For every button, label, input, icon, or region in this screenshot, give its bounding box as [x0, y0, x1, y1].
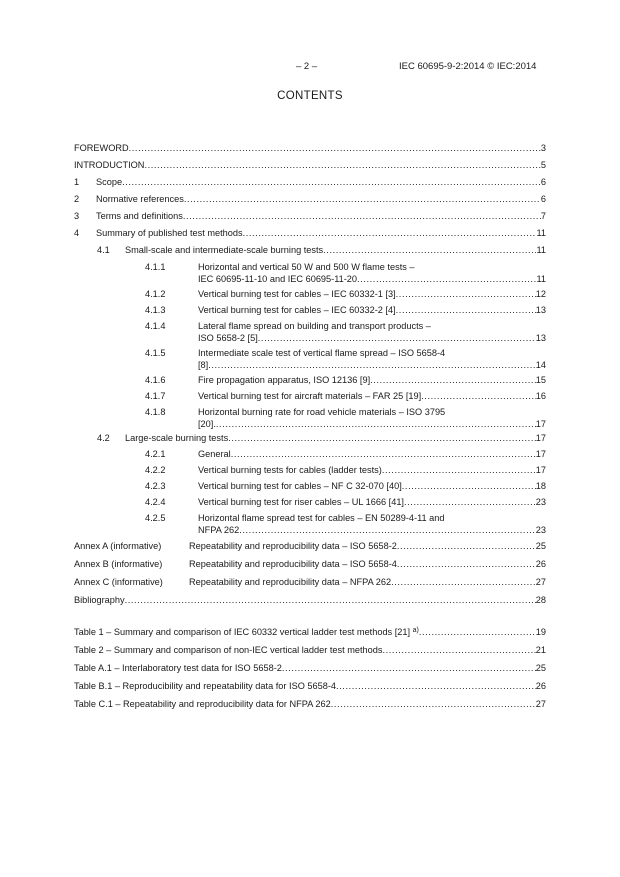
toc-entry-title: Terms and definitions	[96, 211, 183, 221]
toc-entry-page: 12	[535, 289, 546, 299]
toc-entry-title: Lateral flame spread on building and transport products –	[198, 321, 431, 331]
toc-entry-title: Intermediate scale test of vertical flame spread – ISO 5658-4	[198, 348, 446, 358]
toc-entry-number: 1	[74, 177, 80, 187]
toc-entry-title-cont: ISO 5658-2 [5]	[198, 333, 258, 343]
toc-entry-page: 18	[535, 481, 546, 491]
toc-entry-4-2[interactable]	[74, 432, 546, 444]
toc-entry-title: Repeatability and reproducibility data – ISO 5658-4	[189, 559, 397, 569]
toc-entry-title: General	[198, 449, 231, 459]
table-list-title: Table 2 – Summary and comparison of non-IEC vertical ladder test methods	[74, 645, 383, 655]
page-title: CONTENTS	[277, 90, 343, 102]
toc-entry-title-cont: [8]	[198, 360, 209, 370]
table-list-page: 26	[535, 681, 546, 691]
toc-entry-title: Horizontal burning rate for road vehicle materials – ISO 3795	[198, 407, 446, 417]
table-list-entry-table-a1[interactable]	[74, 662, 546, 674]
toc-entry-title: INTRODUCTION	[74, 160, 145, 170]
toc-entry-page: 25	[535, 541, 546, 551]
toc-entry-title: Horizontal flame spread test for cables – EN 50289-4-11 and	[198, 513, 445, 523]
toc-entry-number: 4.1.7	[145, 391, 166, 401]
toc-entry-4-1-2[interactable]	[74, 288, 546, 300]
toc-entry-title: Vertical burning test for cables – IEC 60332-1 [3]	[198, 289, 396, 299]
toc-entry-foreword[interactable]	[74, 142, 546, 154]
toc-entry-title: FOREWORD	[74, 143, 129, 153]
toc-entry-title: Vertical burning tests for cables (ladder tests)	[198, 465, 382, 475]
toc-entry-annex-a[interactable]	[74, 540, 546, 552]
toc-entry-4-1-8[interactable]	[74, 406, 546, 430]
toc-entry-4-2-3[interactable]	[74, 480, 546, 492]
toc-entry-title-cont: [20].	[198, 419, 216, 429]
toc-entry-number: 4.1.6	[145, 375, 166, 385]
toc-entry-number: 4.2.2	[145, 465, 166, 475]
toc-entry-title: Fire propagation apparatus, ISO 12136 [9]	[198, 375, 371, 385]
footnote-marker: a)	[412, 627, 419, 634]
toc-entry-number: 4.1.3	[145, 305, 166, 315]
toc-entry-page: 23	[535, 525, 546, 535]
toc-entry-title: Horizontal and vertical 50 W and 500 W flame tests –	[198, 262, 415, 272]
toc-entry-title: Bibliography	[74, 595, 125, 605]
toc-entry-number: 4.2	[97, 433, 110, 443]
toc-entry-page: 17	[535, 433, 546, 443]
toc-entry-title: Scope	[96, 177, 123, 187]
toc-entry-4-1-6[interactable]	[74, 374, 546, 386]
toc-entry-page: 11	[536, 274, 546, 284]
toc-entry-bibliography[interactable]	[74, 594, 546, 606]
toc-entry-number: 4.2.4	[145, 497, 166, 507]
toc-entry-number: 4.2.5	[145, 513, 166, 523]
toc-entry-page: 3	[540, 143, 546, 153]
toc-entry-number: 4.1.2	[145, 289, 166, 299]
toc-entry-number: Annex C (informative)	[74, 577, 163, 587]
toc-entry-title: Vertical burning test for riser cables – UL 1666 [41]	[198, 497, 404, 507]
toc-entry-number: 4.2.3	[145, 481, 166, 491]
toc-entry-title: Vertical burning test for cables – IEC 60332-2 [4]	[198, 305, 396, 315]
table-list-page: 21	[535, 645, 546, 655]
toc-entry-4-1[interactable]	[74, 244, 546, 256]
toc-entry-title: Vertical burning test for aircraft materials – FAR 25 [19]	[198, 391, 422, 401]
toc-entry-title: Summary of published test methods	[96, 228, 243, 238]
toc-entry-number: 2	[74, 194, 80, 204]
toc-entry-4-1-3[interactable]	[74, 304, 546, 316]
toc-entry-page: 13	[535, 333, 546, 343]
toc-entry-title-cont: IEC 60695-11-10 and IEC 60695-11-20	[198, 274, 358, 284]
toc-entry-number: 4.1	[97, 245, 110, 255]
toc-entry-number: 4.1.5	[145, 348, 166, 358]
toc-entry-annex-c[interactable]	[74, 576, 546, 588]
standard-reference: IEC 60695-9-2:2014 © IEC:2014	[399, 61, 537, 72]
toc-entry-title: Repeatability and reproducibility data – ISO 5658-2	[189, 541, 397, 551]
toc-entry-introduction[interactable]	[74, 159, 546, 171]
table-list-page: 19	[535, 627, 546, 637]
toc-entry-annex-b[interactable]	[74, 558, 546, 570]
toc-entry-page: 11	[536, 245, 546, 255]
toc-entry-number: 4.1.4	[145, 321, 166, 331]
table-list-title: Table A.1 – Interlaboratory test data for ISO 5658-2	[74, 663, 282, 673]
toc-entry-title: Vertical burning test for cables – NF C 32-070 [40]	[198, 481, 402, 491]
toc-entry-4-1-5[interactable]	[74, 347, 546, 371]
toc-entry-page: 5	[540, 160, 546, 170]
toc-entry-page: 11	[536, 228, 546, 238]
table-list-entry-table-1[interactable]	[74, 626, 546, 638]
toc-entry-page: 27	[535, 577, 546, 587]
toc-entry-page: 28	[535, 595, 546, 605]
toc-entry-title: Repeatability and reproducibility data – NFPA 262	[189, 577, 392, 587]
toc-entry-scope[interactable]	[74, 176, 546, 188]
toc-entry-page: 17	[535, 419, 546, 429]
toc-entry-4-2-2[interactable]	[74, 464, 546, 476]
toc-entry-page: 17	[535, 465, 546, 475]
toc-entry-number: 4.2.1	[145, 449, 166, 459]
toc-entry-page: 16	[535, 391, 546, 401]
toc-entry-title-cont: NFPA 262	[198, 525, 240, 535]
toc-entry-title: Large-scale burning tests	[125, 433, 229, 443]
toc-entry-page: 23	[535, 497, 546, 507]
toc-entry-page: 13	[535, 305, 546, 315]
toc-entry-4-1-1[interactable]	[74, 261, 546, 285]
toc-entry-normative-references[interactable]	[74, 193, 546, 205]
toc-entry-title: Small-scale and intermediate-scale burning tests	[125, 245, 324, 255]
toc-entry-page: 15	[535, 375, 546, 385]
toc-entry-4-1-4[interactable]	[74, 320, 546, 344]
table-list-title: Table B.1 – Reproducibility and repeatability data for ISO 5658-4	[74, 681, 336, 691]
toc-entry-number: 3	[74, 211, 80, 221]
toc-entry-page: 6	[540, 194, 546, 204]
page-number: – 2 –	[296, 61, 318, 72]
toc-entry-4-1-7[interactable]	[74, 390, 546, 402]
toc-entry-summary-test-methods[interactable]	[74, 227, 546, 239]
table-list-title: Table C.1 – Repeatability and reproducibility data for NFPA 262	[74, 699, 331, 709]
toc-entry-number: 4.1.1	[145, 262, 166, 272]
toc-entry-number: 4.1.8	[145, 407, 166, 417]
toc-entry-title: Normative references	[96, 194, 184, 204]
toc-entry-page: 6	[540, 177, 546, 187]
toc-entry-page: 7	[540, 211, 546, 221]
table-list-page: 27	[535, 699, 546, 709]
toc-entry-number: 4	[74, 228, 80, 238]
toc-entry-page: 17	[535, 449, 546, 459]
table-list-entry-table-b1[interactable]	[74, 680, 546, 692]
toc-entry-page: 14	[535, 360, 546, 370]
toc-entry-number: Annex B (informative)	[74, 559, 163, 569]
table-list-entry-table-c1[interactable]	[74, 698, 546, 710]
toc-entry-4-2-5[interactable]	[74, 512, 546, 536]
toc-entry-4-2-4[interactable]	[74, 496, 546, 508]
toc-entry-number: Annex A (informative)	[74, 541, 162, 551]
table-list-title: Table 1 – Summary and comparison of IEC 60332 vertical ladder test methods [21] $^{a)}$	[74, 627, 419, 637]
toc-entry-page: 26	[535, 559, 546, 569]
toc-entry-4-2-1[interactable]	[74, 448, 546, 460]
table-list-page: 25	[535, 663, 546, 673]
toc-entry-terms-definitions[interactable]	[74, 210, 546, 222]
table-list-entry-table-2[interactable]	[74, 644, 546, 656]
